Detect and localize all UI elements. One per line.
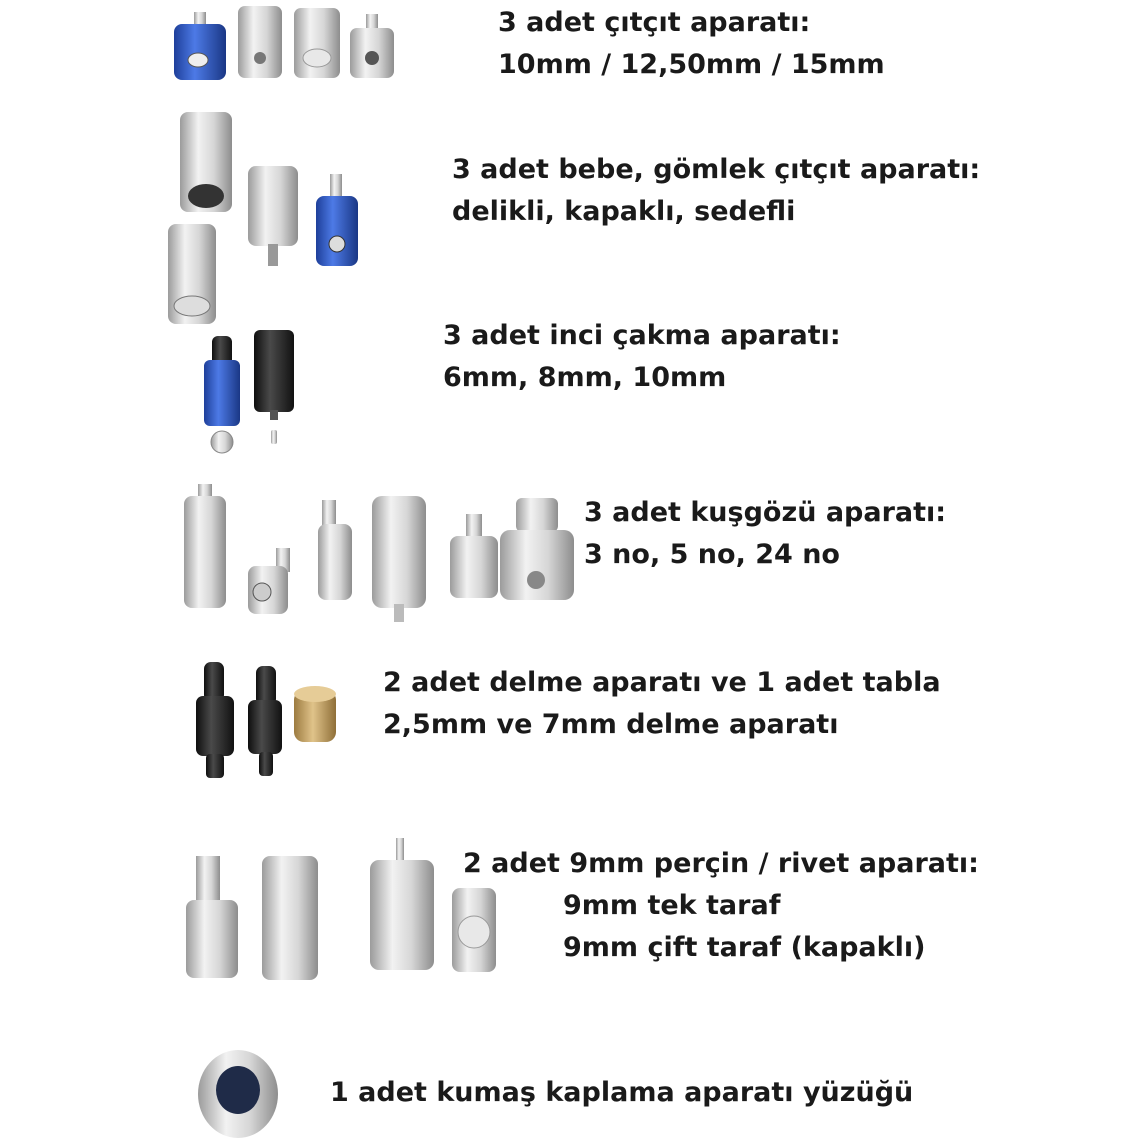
label-line: 3 no, 5 no, 24 no [584,539,840,570]
label-line: 3 adet kuşgözü aparatı: [584,497,947,528]
label-line: 2,5mm ve 7mm delme aparatı [383,709,839,740]
rivet-setter-label [463,843,979,969]
label-line: 3 adet inci çakma aparatı: [443,320,841,351]
label-line: 10mm / 12,50mm / 15mm [498,49,885,80]
label-line: 3 adet bebe, gömlek çıtçıt aparatı: [452,154,981,185]
punches-image [196,662,336,778]
snap-setter-label [498,2,885,86]
label-line: 3 adet çıtçıt aparatı: [498,7,811,38]
pearl-setter-label [443,315,841,399]
label-line: 6mm, 8mm, 10mm [443,362,727,393]
label-line: 9mm çift taraf (kapaklı) [563,932,926,963]
label-line: 2 adet delme aparatı ve 1 adet tabla [383,667,941,698]
label-line: 9mm tek taraf [563,890,781,921]
label-line: delikli, kapaklı, sedefli [452,196,796,227]
pearl-setters-image [204,330,294,453]
eyelet-setters-image [184,484,574,622]
punch-label [383,662,941,746]
label-line: 1 adet kumaş kaplama aparatı yüzüğü [330,1077,914,1108]
label-line: 2 adet 9mm perçin / rivet aparatı: [463,848,979,879]
eyelet-setter-label [584,492,946,576]
fabric-covering-ring-image [198,1050,278,1138]
rivet-setters-image [186,838,496,980]
baby-snap-setters-image [168,112,358,324]
snap-setters-image [174,6,394,80]
ring-label [330,1072,913,1114]
baby-snap-setter-label [452,149,980,233]
